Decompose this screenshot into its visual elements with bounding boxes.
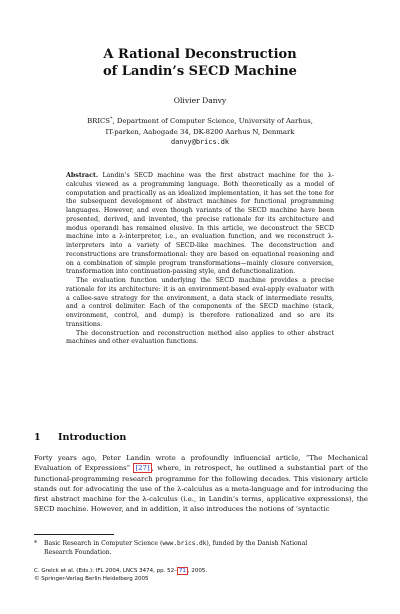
abstract xyxy=(66,172,334,347)
abstract-label: Abstract. xyxy=(66,172,99,179)
affiliation-department: , Department of Computer Science, University of Aarhus, xyxy=(112,117,313,125)
colophon-page-link[interactable]: 71 xyxy=(178,568,186,574)
abstract-paragraph-3: The deconstruction and reconstruction method also applies to other abstract machines and other evaluation functions. xyxy=(66,329,334,346)
footnote-line-2: Research Foundation. xyxy=(44,548,112,556)
title-line-2: of Landin’s SECD Machine xyxy=(103,64,297,79)
intro-text-1: Forty years ago, Peter Landin wrote a profoundly influencial article, “The Mechanical Evaluation of Expressions” xyxy=(34,454,368,473)
introduction-body xyxy=(34,453,368,515)
intro-text-2: , where, in retrospect, he outlined a substantial part of the functional-programming research programme for the following decades. This visionary article stands out for advocating the use of the λ-calculus as a meta-language and for introducing the first abstract machine for the λ-calculus (i.e., in Landin’s terms, applicative expressions), the SECD machine. However, and in addition, it also introduces the notions of ‘syntactic xyxy=(34,464,368,514)
colophon-citation: C. Grelck et al. (Eds.): IFL 2004, LNCS 3474, pp. 52– xyxy=(34,568,177,574)
footnote-url[interactable]: www.brics.dk xyxy=(162,540,207,547)
section-heading xyxy=(34,432,374,443)
author-email[interactable]: danvy@brics.dk xyxy=(170,138,230,146)
citation-link[interactable]: [27] xyxy=(135,464,150,473)
abstract-paragraph-2: The evaluation function underlying the SECD machine provides a precise rationale for its architecture: it is an environment-based eval-apply evaluator with a callee-save strategy for the environment, a data stack of intermediate results, and a control delimiter. Each of the components of the SECD machine (stack, environment, control, and dump) is therefore rationalized and so are its transitions. xyxy=(66,277,334,328)
footnote-text-b: ), funded by the Danish National xyxy=(206,540,308,547)
footnote-text-a: Basic Research in Computer Science ( xyxy=(44,540,163,547)
section-title: Introduction xyxy=(58,432,127,443)
affiliation xyxy=(0,114,400,148)
colophon xyxy=(34,568,368,583)
section-number: 1 xyxy=(34,432,41,443)
footnote-line-1 xyxy=(34,540,368,549)
title-line-1: A Rational Deconstruction xyxy=(103,47,297,62)
footnote-marker: * xyxy=(34,540,38,547)
affiliation-line-1 xyxy=(0,114,400,127)
affiliation-brics: BRICS xyxy=(87,117,111,125)
author-name: Olivier Danvy xyxy=(173,96,227,105)
affiliation-line-2: IT-parken, Aabogade 34, DK-8200 Aarhus N, Denmark xyxy=(105,127,295,136)
colophon-copyright: © Springer-Verlag Berlin Heidelberg 2005 xyxy=(34,575,149,582)
abstract-paragraph-1 xyxy=(66,172,334,277)
abstract-text-1: Landin’s SECD machine was the first abstract machine for the λ-calculus viewed as a programming language. Both theoretically as a model of computation and practically as an idealized implementation, it has set the tone for the subsequent development of abstract machines for functional programming languages. However, and even though variants of the SECD machine have been presented, derived, and invented, the precise rationale for its architecture and modus operandi has remained elusive. In this article, we deconstruct the SECD machine into a λ-interpreter, i.e., an evaluation function, and we reconstruct λ-interpreters into a variety of SECD-like machines. The deconstruction and reconstructions are transformational: they are based on equational reasoning and on a combination of simple program transformations—mainly closure conversion, transformation into continuation-passing style, and defunctionalization. xyxy=(66,172,334,276)
colophon-line-1 xyxy=(34,568,368,576)
colophon-year: , 2005. xyxy=(187,568,208,574)
footnote-rule xyxy=(34,534,114,535)
footnote xyxy=(34,540,368,557)
affiliation-marker: * xyxy=(110,116,113,122)
introduction-paragraph xyxy=(34,453,368,515)
paper-title xyxy=(0,46,400,80)
